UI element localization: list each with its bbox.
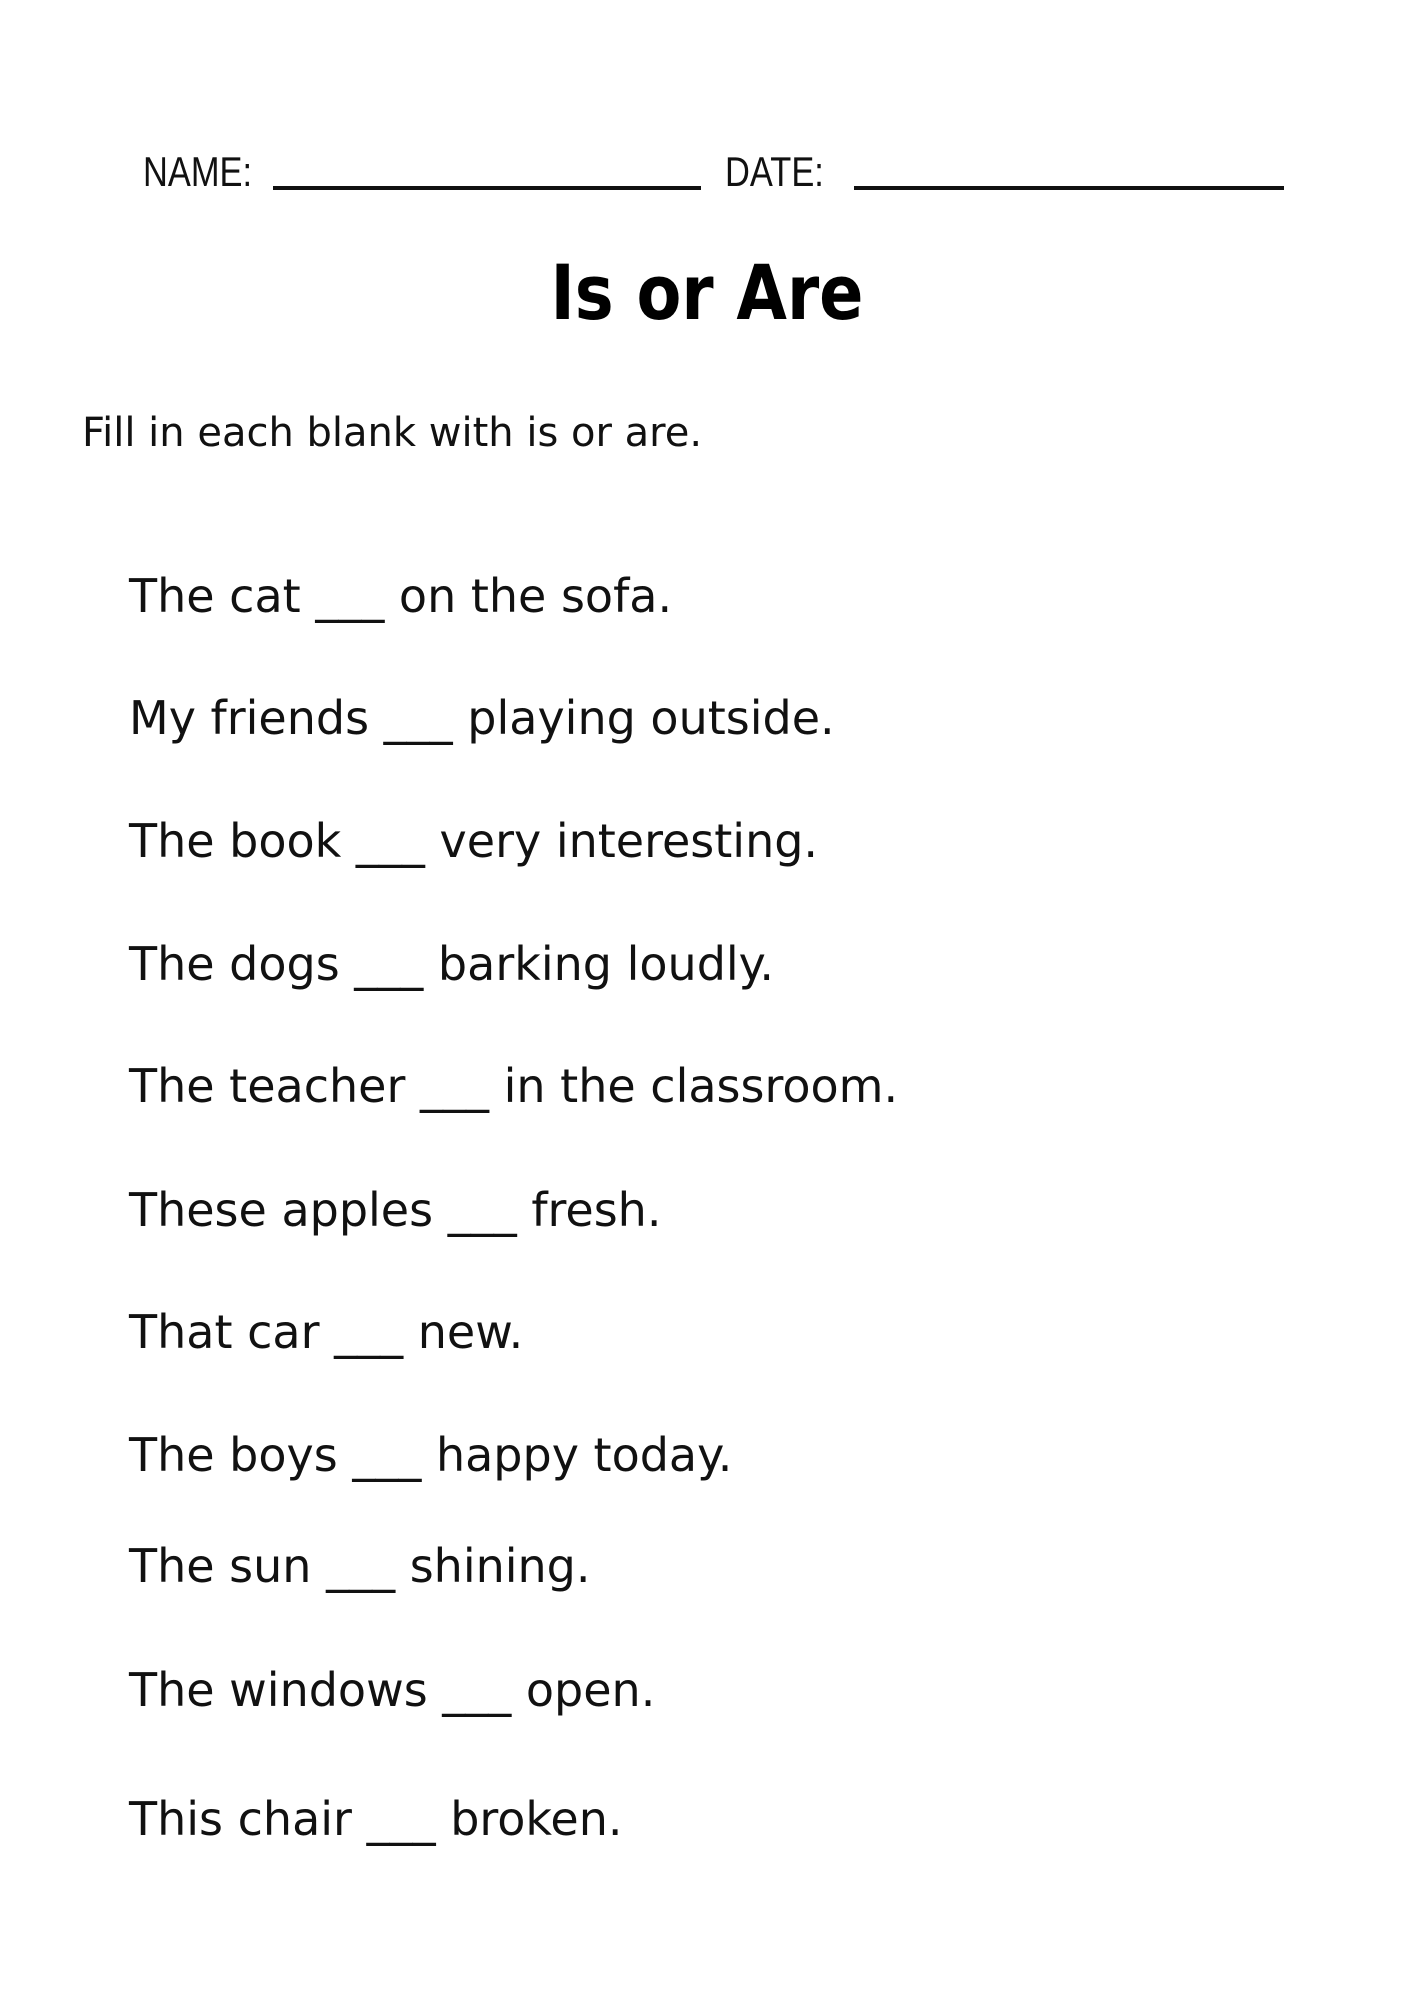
name-blank-line[interactable] bbox=[273, 186, 701, 190]
name-label: NAME: bbox=[143, 148, 253, 195]
question-item bbox=[0, 811, 1200, 881]
question-item bbox=[0, 1536, 1200, 1606]
question-text: The boys ___ happy today. bbox=[129, 1428, 733, 1482]
question-text: This chair ___ broken. bbox=[129, 1792, 623, 1846]
question-item bbox=[0, 1789, 1200, 1859]
question-item bbox=[0, 688, 1200, 758]
question-text: The windows ___ open. bbox=[129, 1663, 656, 1717]
question-item bbox=[0, 1180, 1200, 1250]
date-label: DATE: bbox=[725, 148, 824, 195]
question-item bbox=[0, 1302, 1200, 1372]
question-item bbox=[0, 1056, 1200, 1126]
question-text: The book ___ very interesting. bbox=[129, 814, 819, 868]
question-item bbox=[0, 566, 1200, 636]
question-item bbox=[0, 1425, 1200, 1495]
question-text: The teacher ___ in the classroom. bbox=[129, 1059, 899, 1113]
question-text: The sun ___ shining. bbox=[129, 1539, 591, 1593]
instructions: Fill in each blank with is or are. bbox=[82, 410, 703, 456]
question-text: These apples ___ fresh. bbox=[129, 1183, 662, 1237]
date-blank-line[interactable] bbox=[854, 186, 1284, 190]
worksheet-title: Is or Are bbox=[550, 248, 864, 337]
question-text: My friends ___ playing outside. bbox=[129, 691, 835, 745]
question-item bbox=[0, 1660, 1200, 1730]
question-text: That car ___ new. bbox=[129, 1305, 524, 1359]
question-text: The dogs ___ barking loudly. bbox=[129, 937, 774, 991]
question-item bbox=[0, 934, 1200, 1004]
question-text: The cat ___ on the sofa. bbox=[129, 569, 673, 623]
